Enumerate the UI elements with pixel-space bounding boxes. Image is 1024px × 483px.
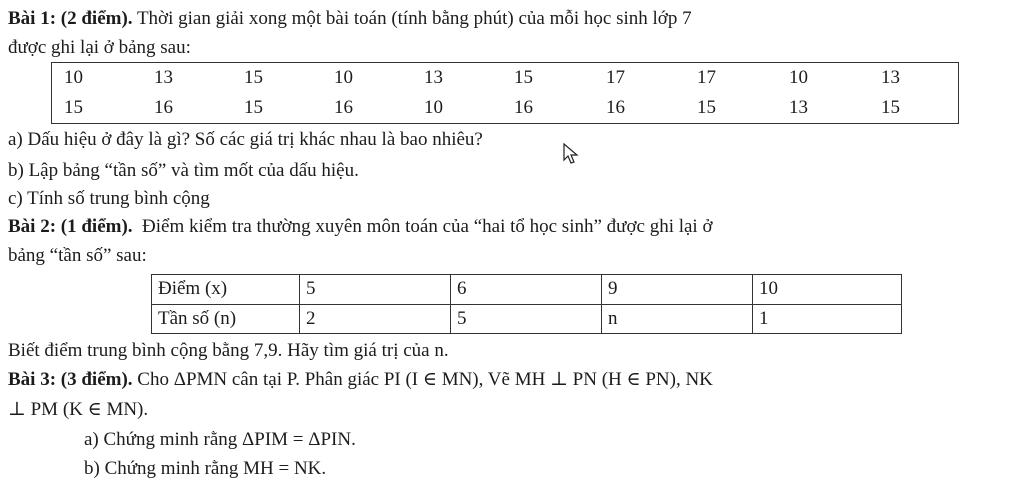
frequency-table-row-score: [152, 275, 902, 305]
problem1-text2: được ghi lại ở bảng sau:: [8, 37, 191, 58]
time-table-cell: 15: [514, 67, 533, 88]
problem3-question-a: a) Chứng minh rằng ΔPIM = ΔPIN.: [84, 429, 356, 450]
frequency-cell: Điểm (x): [152, 275, 300, 305]
mouse-pointer-icon: [563, 143, 579, 165]
frequency-cell: 5: [451, 304, 602, 334]
frequency-cell: Tần số (n): [152, 304, 300, 334]
frequency-table-row-count: [152, 304, 902, 334]
time-table-cell: 15: [244, 67, 263, 88]
time-table-cell: 10: [334, 67, 353, 88]
time-table-cell: 13: [154, 67, 173, 88]
time-table-row-2: [52, 95, 958, 121]
time-table-cell: 10: [789, 67, 808, 88]
frequency-cell: 2: [300, 304, 451, 334]
problem2-text3: Biết điểm trung bình cộng bằng 7,9. Hãy tìm giá trị của n.: [8, 340, 449, 361]
time-table-cell: 10: [424, 97, 443, 118]
time-table-cell: 17: [606, 67, 625, 88]
time-table-cell: 16: [606, 97, 625, 118]
time-table-cell: 15: [697, 97, 716, 118]
problem1-text1: Thời gian giải xong một bài toán (tính bằng phút) của mỗi học sinh lớp 7: [132, 8, 692, 29]
problem3-question-b: b) Chứng minh rằng MH = NK.: [84, 458, 327, 479]
time-table-cell: 15: [881, 97, 900, 118]
time-table-cell: 13: [789, 97, 808, 118]
time-table-cell: 10: [64, 67, 83, 88]
problem1-question-c: c) Tính số trung bình cộng: [8, 188, 210, 209]
frequency-cell: 1: [753, 304, 902, 334]
problem1-question-b: b) Lập bảng “tần số” và tìm mốt của dấu hiệu.: [8, 160, 359, 181]
frequency-cell: 6: [451, 275, 602, 305]
problem2-line1: [8, 216, 713, 238]
problem2-text2: bảng “tần số” sau:: [8, 245, 147, 266]
time-table-cell: 16: [334, 97, 353, 118]
time-table-cell: 15: [64, 97, 83, 118]
problem3-text1: Cho ΔPMN cân tại P. Phân giác PI (I ∈ MN), Vẽ MH ⊥ PN (H ∈ PN), NK: [132, 369, 713, 390]
problem1-question-a: a) Dấu hiệu ở đây là gì? Số các giá trị khác nhau là bao nhiêu?: [8, 129, 483, 150]
time-table-cell: 16: [514, 97, 533, 118]
time-table-cell: 15: [244, 97, 263, 118]
problem1-heading: Bài 1: (2 điểm).: [8, 8, 133, 29]
time-table-cell: 13: [881, 67, 900, 88]
frequency-cell: 5: [300, 275, 451, 305]
problem1-line1: [8, 8, 692, 30]
problem3-line1: [8, 369, 713, 391]
time-table-cell: 17: [697, 67, 716, 88]
time-table: [51, 62, 959, 124]
frequency-cell: 9: [602, 275, 753, 305]
frequency-table: [151, 274, 902, 334]
problem2-text1: Điểm kiểm tra thường xuyên môn toán của “hai tổ học sinh” được ghi lại ở: [132, 216, 713, 237]
problem3-text2: ⊥ PM (K ∈ MN).: [8, 399, 149, 420]
time-table-cell: 13: [424, 67, 443, 88]
time-table-cell: 16: [154, 97, 173, 118]
frequency-cell: 10: [753, 275, 902, 305]
problem2-heading: Bài 2: (1 điểm).: [8, 216, 133, 237]
frequency-cell: n: [602, 304, 753, 334]
time-table-row-1: [52, 65, 958, 91]
problem3-heading: Bài 3: (3 điểm).: [8, 369, 133, 390]
